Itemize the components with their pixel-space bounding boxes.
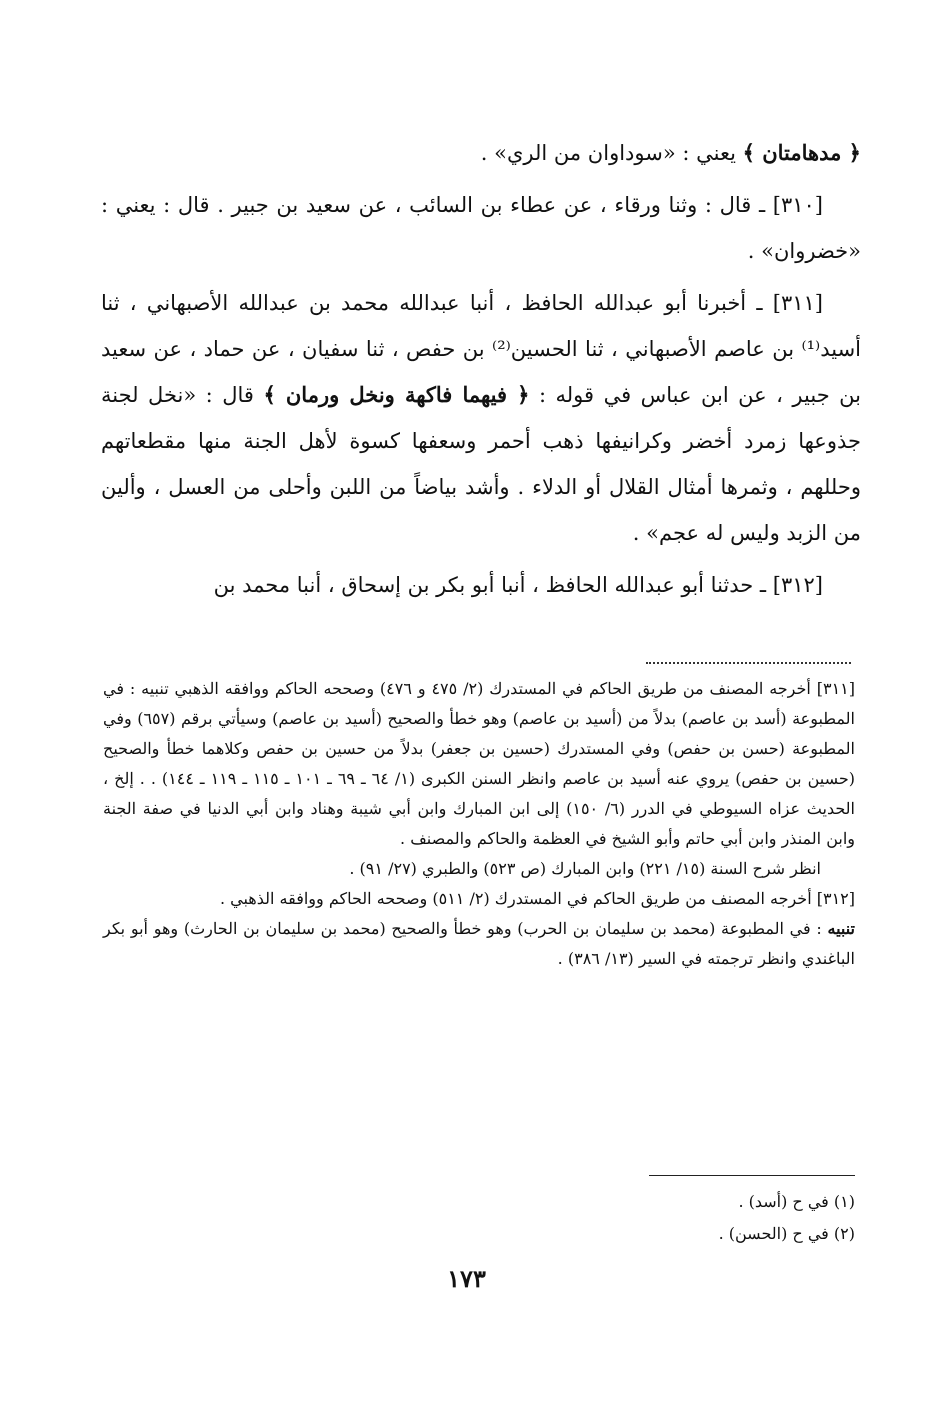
note-312-cont — [103, 914, 855, 974]
paragraph-312: [٣١٢] ـ حدثنا أبو عبدالله الحافظ ، أنبا أبو بكر بن إسحاق ، أنبا محمد بن — [213, 573, 823, 597]
paragraph-1-text: يعني : «سوداوان من الري» . — [480, 141, 743, 165]
footnote-rule — [649, 1175, 855, 1176]
note-311-cont: انظر شرح السنة (١٥/ ٢٢١) وابن المبارك (ص ٥٢٣) والطبري (٢٧/ ٩١) . — [349, 859, 821, 878]
footnote-1: (١) في ح (أسد) . — [738, 1192, 855, 1211]
page-number: ١٧٣ — [447, 1264, 486, 1293]
note-311: [٣١١] أخرجه المصنف من طريق الحاكم في المستدرك (٢/ ٤٧٥ و ٤٧٦) وصححه الحاكم ووافقه الذهبي تنبيه : في المطبوعة (أسد بن عاصم) بدلاً من (أسيد بن عاصم) وهو خطأ والصحيح (أسيد بن عاصم) وسيأتي برقم (٦٥٧) وفي المطبوعة (حسن بن حفص) وفي المستدرك (حسين بن جعفر) بدلاً من حسين بن حفص وكلاهما خطأ والصحيح (حسين بن حفص) يروي عنه أسيد بن عاصم وانظر السنن الكبرى (١/ ٦٤ ـ ٦٩ ـ ١٠١ ـ ١١٥ ـ ١١٩ ـ ١٤٤) . . إلخ ، الحديث عزاه السيوطي في الدرر (٦/ ١٥٠) إلى ابن المبارك وابن أبي شيبة وهناد وابن أبي الدنيا في صفة الجنة وابن المنذر وابن أبي حاتم وأبو الشيخ في العظمة والحاكم والمصنف . — [103, 679, 856, 848]
notes-section — [103, 674, 855, 974]
quran-quote-1: ﴿ مدهامتان ﴾ — [742, 140, 861, 165]
paragraph-311 — [101, 280, 861, 556]
note-312-label: تنبيه — [827, 919, 855, 938]
note-312-text: : في المطبوعة (محمد بن سليمان بن الحرب) وهو خطأ والصحيح (محمد بن سليمان بن الحارث) وهو أبو بكر الباغندي وانظر ترجمته في السير (١٣/ ٣٨٦) . — [103, 919, 855, 968]
paragraph-310: [٣١٠] ـ قال : وثنا ورقاء ، عن عطاء بن السائب ، عن سعيد بن جبير . قال : يعني : «خضروان» . — [101, 193, 861, 263]
paragraph-1 — [101, 130, 861, 176]
paragraph-311-text-a: [٣١١] ـ أخبرنا أبو عبدالله الحافظ ، أنبا عبدالله محمد بن عبدالله الأصبهاني ، ثنا أسيد⁽¹⁾ بن عاصم الأصبهاني ، ثنا الحسين⁽²⁾ بن حفص ، ثنا سفيان ، عن حماد ، عن سعيد بن جبير ، عن ابن عباس في قوله : — [101, 291, 861, 407]
notes-separator — [646, 662, 851, 664]
footnotes — [555, 1186, 855, 1250]
paragraph-311-text-b: قال : «نخل لجنة جذوعها زمرد أخضر وكرانيفها ذهب أحمر وسعفها كسوة لأهل الجنة منها مقطعاتهم وحللهم ، وثمرها أمثال القلال أو الدلاء . وأشد بياضاً من اللبن وأحلى من العسل ، وألين من الزبد وليس له عجم» . — [101, 383, 861, 545]
note-312: [٣١٢] أخرجه المصنف من طريق الحاكم في المستدرك (٢/ ٥١١) وصححه الحاكم ووافقه الذهبي . — [219, 889, 855, 908]
quran-quote-2: ﴿ فيهما فاكهة ونخل ورمان ﴾ — [263, 382, 530, 407]
main-text — [101, 130, 861, 614]
footnote-2: (٢) في ح (الحسن) . — [718, 1224, 855, 1243]
